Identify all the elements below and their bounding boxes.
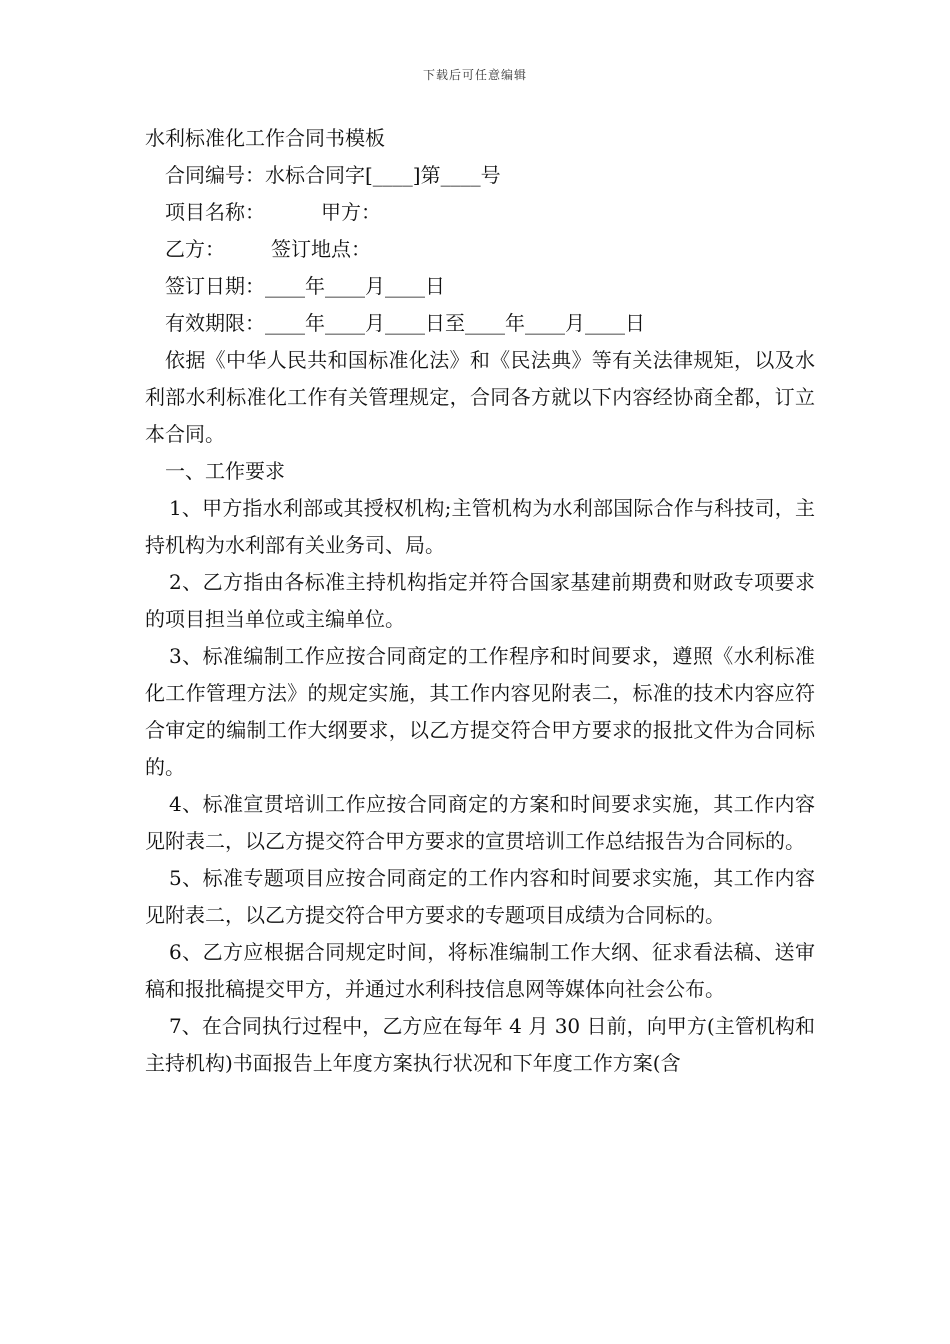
list-item: 3、标准编制工作应按合同商定的工作程序和时间要求，遵照《水利标准化工作管理方法》的规定实施，其工作内容见附表二，标准的技术内容应符合审定的编制工作大纲要求，以乙方提交符合甲方要求的报批文件为合同标的。 [145,644,815,779]
list-item: 1、甲方指水利部或其授权机构;主管机构为水利部国际合作与科技司，主持机构为水利部有关业务司、局。 [145,496,815,557]
document-body [145,120,815,1082]
list-item: 7、在合同执行过程中，乙方应在每年 4 月 30 日前，向甲方(主管机构和主持机构)书面报告上年度方案执行状况和下年度工作方案(含 [145,1014,815,1075]
list-item: 2、乙方指由各标准主持机构指定并符合国家基建前期费和财政专项要求的项目担当单位或主编单位。 [145,570,815,631]
sign-date-line: 签订日期：____年____月____日 [165,274,445,298]
list-item: 4、标准宣贯培训工作应按合同商定的方案和时间要求实施，其工作内容见附表二，以乙方提交符合甲方要求的宣贯培训工作总结报告为合同标的。 [145,792,815,853]
validity-line: 有效期限：____年____月____日至____年____月____日 [165,311,645,335]
project-name-label: 项目名称： [165,200,265,224]
project-party-a-line [145,194,815,231]
page-header-note: 下载后可任意编辑 [422,68,527,82]
party-b-label: 乙方： [165,237,225,261]
list-item: 5、标准专题项目应按合同商定的工作内容和时间要求实施，其工作内容见附表二，以乙方提交符合甲方要求的专题项目成绩为合同标的。 [145,866,815,927]
intro-paragraph: 依据《中华人民共和国标准化法》和《民法典》等有关法律规矩，以及水利部水利标准化工作有关管理规定，合同各方就以下内容经协商全都，订立本合同。 [145,348,815,446]
party-b-place-line [145,231,815,268]
contract-number-line: 合同编号：水标合同字[____]第____号 [165,163,501,187]
list-item: 6、乙方应根据合同规定时间，将标准编制工作大纲、征求看法稿、送审稿和报批稿提交甲方，并通过水利科技信息网等媒体向社会公布。 [145,940,815,1001]
section-heading-work-requirements: 一、工作要求 [165,459,285,483]
sign-place-label: 签订地点： [271,237,371,261]
document-title: 水利标准化工作合同书模板 [145,126,385,150]
party-a-label: 甲方： [321,200,381,224]
